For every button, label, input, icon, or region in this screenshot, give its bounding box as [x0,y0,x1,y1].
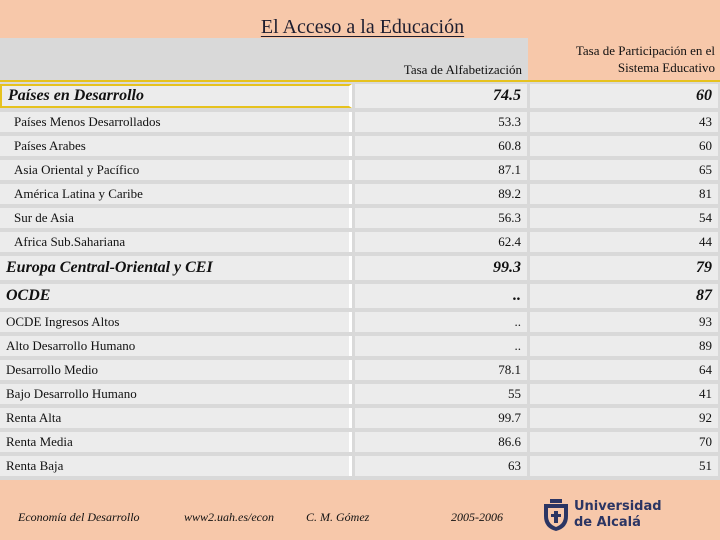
literacy-value: .. [355,312,527,332]
row-label: Europa Central-Oriental y CEI [0,256,352,280]
literacy-value: 99.3 [355,256,527,280]
participation-value: 60 [530,136,718,156]
literacy-value: 74.5 [355,84,527,108]
literacy-column-header: Tasa de Alfabetización [403,62,522,77]
table-row [0,82,720,110]
table-row [0,430,720,454]
participation-value: 92 [530,408,718,428]
participation-value: 64 [530,360,718,380]
table-row [0,334,720,358]
literacy-value: 86.6 [355,432,527,452]
participation-value: 43 [530,112,718,132]
table-row [0,134,720,158]
participation-column-header [530,42,715,76]
page-title: El Acceso a la Educación [260,16,465,38]
row-label: Alto Desarrollo Humano [0,336,352,356]
table-row [0,206,720,230]
literacy-value: 63 [355,456,527,476]
literacy-value: .. [355,284,527,308]
footer-author: C. M. Gómez [306,510,370,524]
participation-value: 93 [530,312,718,332]
literacy-value: 89.2 [355,184,527,204]
footer-website: www2.uah.es/econ [184,510,274,524]
row-label: Sur de Asia [0,208,352,228]
footer [0,488,720,540]
footer-years: 2005-2006 [451,510,503,524]
row-label: Renta Media [0,432,352,452]
literacy-value: 56.3 [355,208,527,228]
literacy-value: 99.7 [355,408,527,428]
university-crest-icon [542,498,570,532]
table-row [0,454,720,478]
table-row [0,358,720,382]
literacy-value: 87.1 [355,160,527,180]
participation-value: 79 [530,256,718,280]
table-row [0,110,720,134]
participation-value: 41 [530,384,718,404]
table-row [0,254,720,282]
education-table [0,82,720,480]
table-row [0,230,720,254]
footer-course: Economía del Desarrollo [18,510,140,524]
table-row [0,382,720,406]
participation-value: 44 [530,232,718,252]
participation-value: 51 [530,456,718,476]
literacy-value: 78.1 [355,360,527,380]
participation-value: 70 [530,432,718,452]
row-label: Países Menos Desarrollados [0,112,352,132]
literacy-value: 53.3 [355,112,527,132]
literacy-value: 55 [355,384,527,404]
participation-header-line-2: Sistema Educativo [617,60,715,75]
participation-value: 81 [530,184,718,204]
row-label: Asia Oriental y Pacífico [0,160,352,180]
table-row [0,182,720,206]
table-row [0,282,720,310]
row-label: Renta Baja [0,456,352,476]
literacy-value: .. [355,336,527,356]
row-label: Países en Desarrollo [0,84,352,108]
row-label: Renta Alta [0,408,352,428]
participation-value: 89 [530,336,718,356]
row-label: OCDE Ingresos Altos [0,312,352,332]
row-label: Africa Sub.Sahariana [0,232,352,252]
table-row [0,310,720,334]
university-logo [540,496,720,536]
university-name-line-2: de Alcalá [574,515,641,530]
literacy-value: 62.4 [355,232,527,252]
row-label: América Latina y Caribe [0,184,352,204]
row-label: Países Arabes [0,136,352,156]
row-label: Desarrollo Medio [0,360,352,380]
literacy-value: 60.8 [355,136,527,156]
participation-value: 60 [530,84,718,108]
participation-value: 65 [530,160,718,180]
row-label: Bajo Desarrollo Humano [0,384,352,404]
table-row [0,406,720,430]
participation-value: 87 [530,284,718,308]
participation-header-line-1: Tasa de Participación en el [575,43,715,58]
university-name-line-1: Universidad [574,499,662,514]
row-label: OCDE [0,284,352,308]
table-row [0,158,720,182]
participation-value: 54 [530,208,718,228]
